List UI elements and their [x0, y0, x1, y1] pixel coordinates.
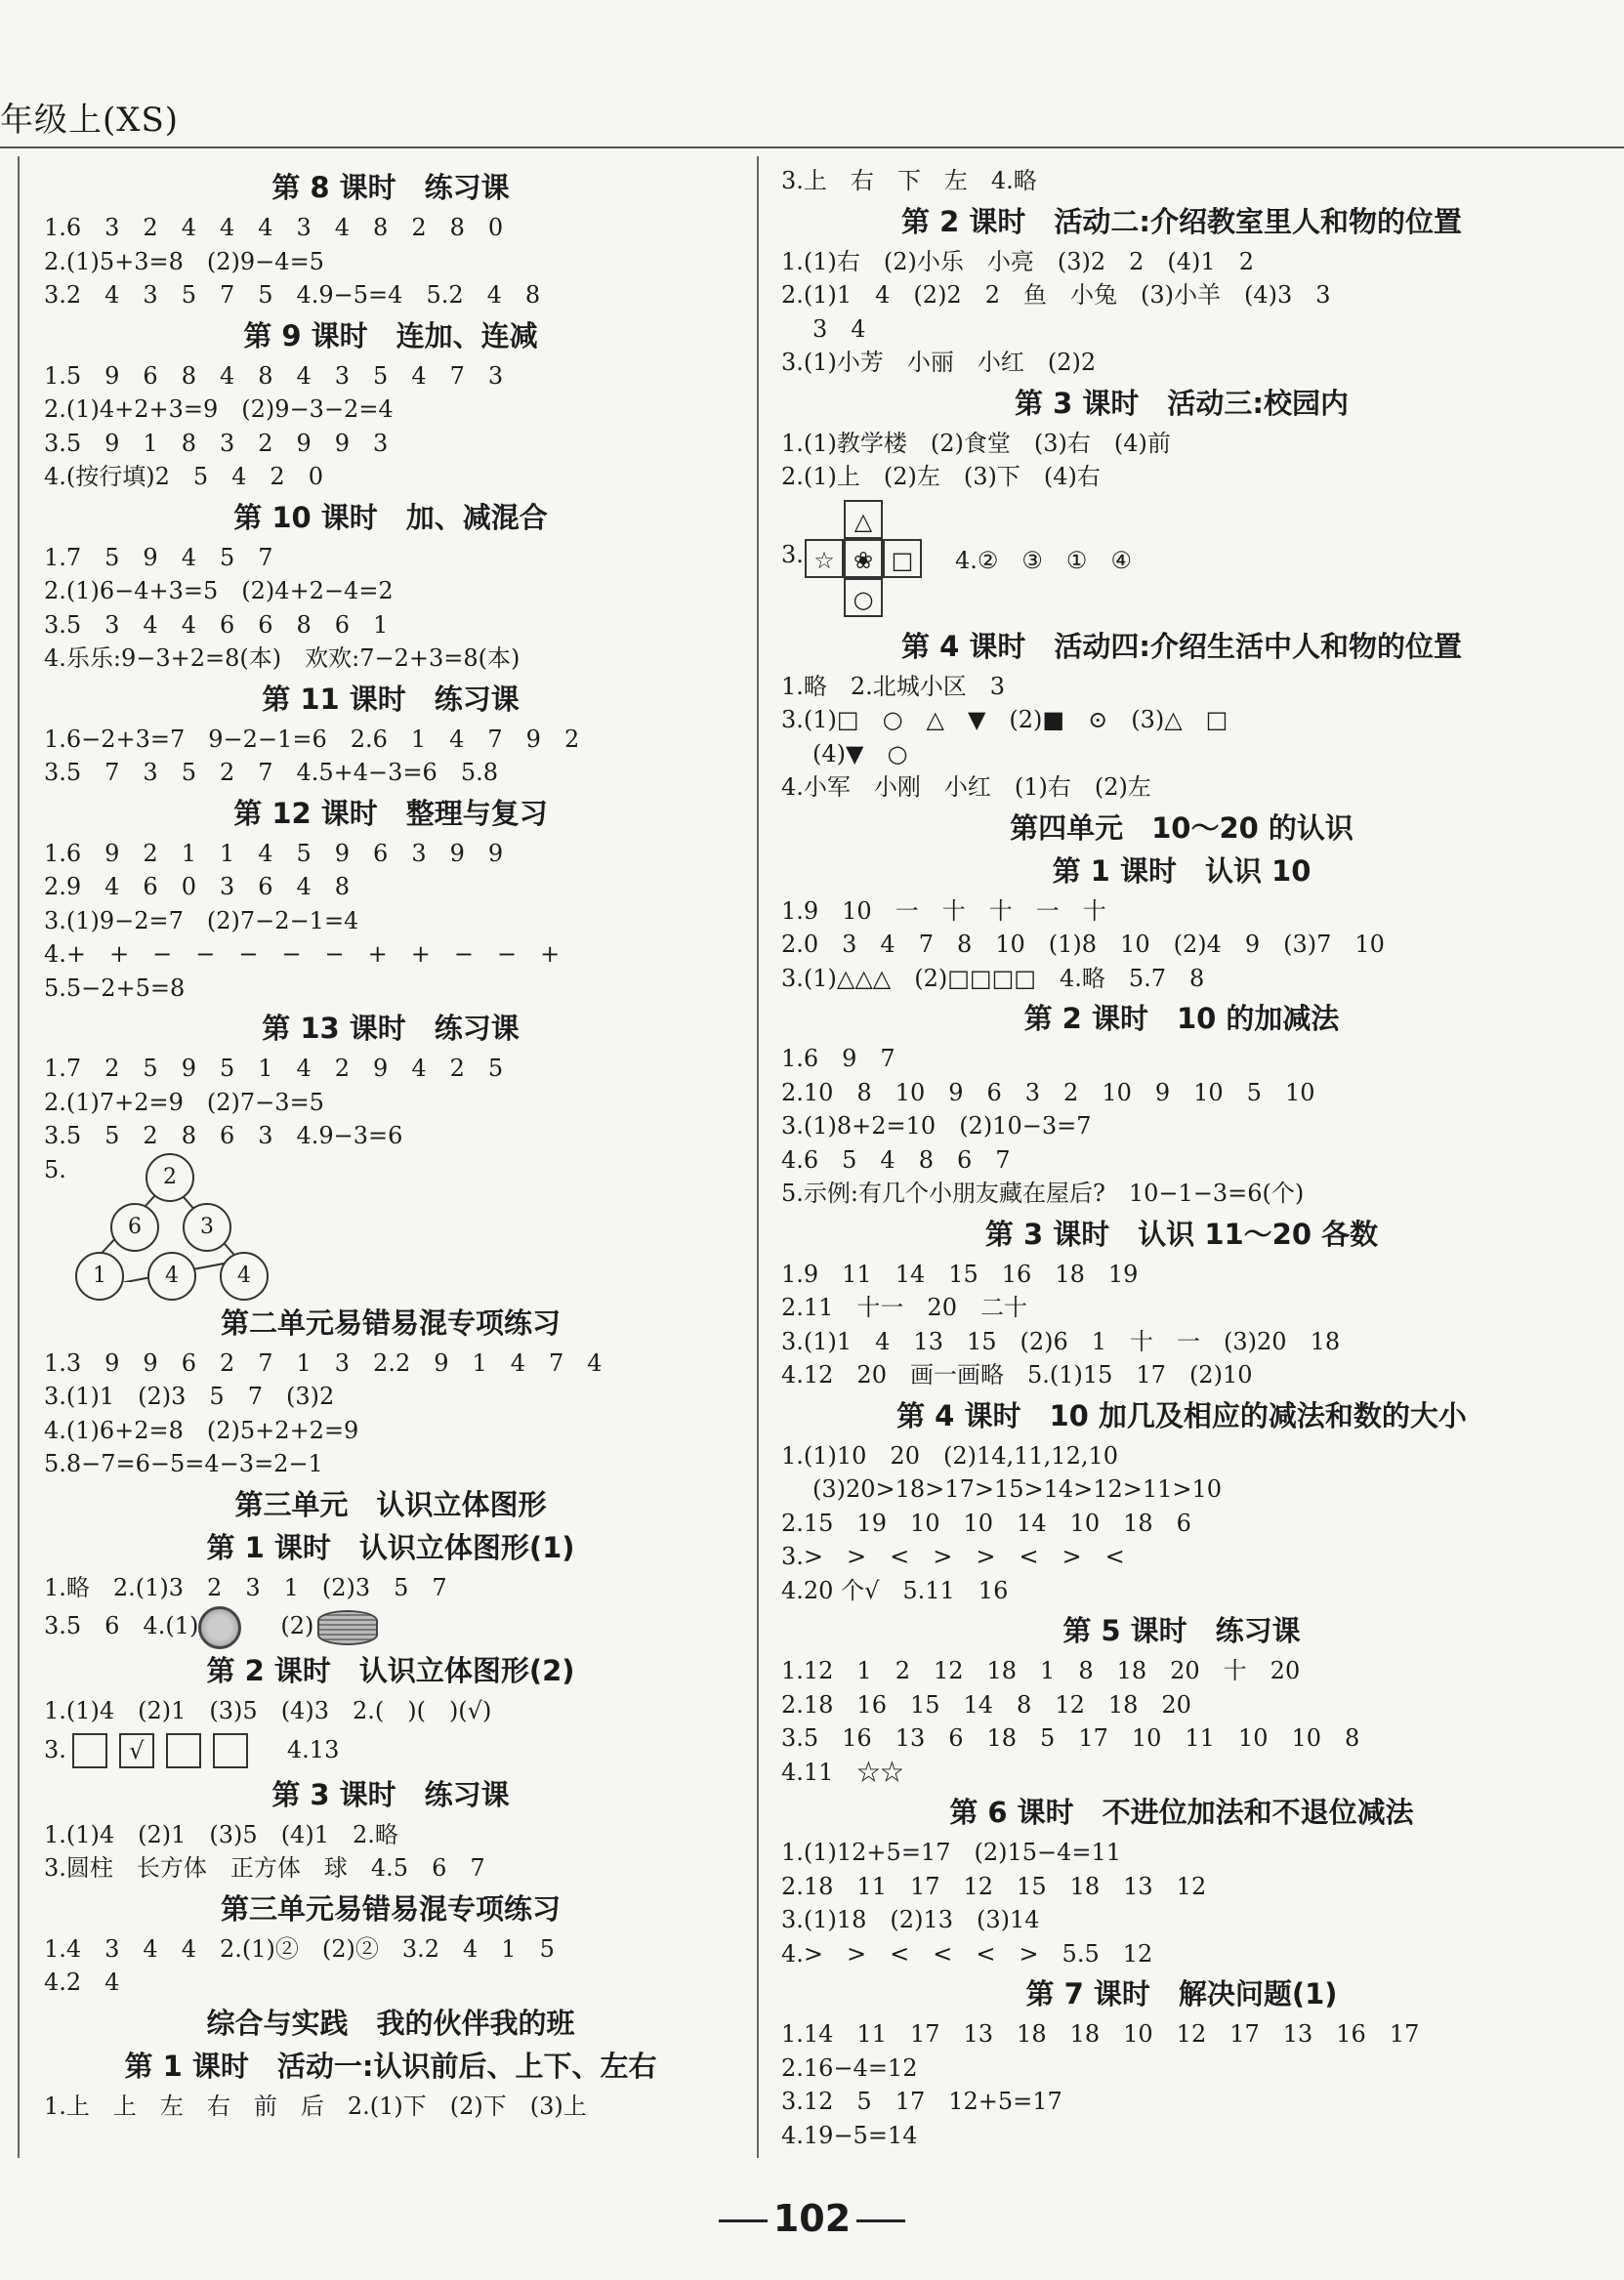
answer-line: 2.(1)5+3=8 (2)9−4=5: [44, 247, 324, 275]
answer-line: [44, 1728, 737, 1771]
answer-line: 4.小军 小刚 小红 (1)右 (2)左: [781, 773, 1151, 801]
section-heading: 第二单元易错易混专项练习: [220, 1306, 561, 1340]
section-heading: 第 8 课时 练习课: [271, 171, 510, 204]
answer-line: 1.(1)10 20 (2)14,11,12,10: [781, 1441, 1119, 1470]
section-heading: 第 5 课时 练习课: [1062, 1614, 1301, 1647]
number-circle: 4: [220, 1252, 269, 1301]
section-heading: 第 2 课时 10 的加减法: [1023, 1002, 1340, 1035]
answer-text: 4.② ③ ① ④: [955, 546, 1132, 574]
answer-line: 1.9 11 14 15 16 18 19: [781, 1260, 1139, 1288]
section-heading: 第 3 课时 活动三:校园内: [1015, 386, 1349, 420]
answer-line: 1.3 9 9 6 2 7 1 3 2.2 9 1 4 7 4: [44, 1348, 603, 1377]
answer-line: 4.> > < < < > 5.5 12: [781, 1939, 1153, 1968]
answer-line: 2.18 11 17 12 15 18 13 12: [781, 1872, 1207, 1900]
cube-face: ❀: [844, 539, 883, 578]
number-circle: 6: [110, 1203, 159, 1252]
section-heading: 第三单元 认识立体图形: [234, 1487, 547, 1521]
answer-box: √: [119, 1733, 154, 1768]
section-heading: 第 2 课时 认识立体图形(2): [206, 1654, 575, 1687]
section-heading: 第 2 课时 活动二:介绍教室里人和物的位置: [901, 204, 1462, 238]
answer-line: 1.6 9 2 1 1 4 5 9 6 3 9 9: [44, 839, 504, 867]
number-circle: 1: [75, 1252, 124, 1301]
section-heading: 第 4 课时 活动四:介绍生活中人和物的位置: [901, 629, 1462, 663]
cube-face: ○: [844, 578, 883, 617]
answer-line: 2.18 16 15 14 8 12 18 20: [781, 1690, 1191, 1719]
answer-line: 1.(1)4 (2)1 (3)5 (4)1 2.略: [44, 1820, 398, 1848]
answer-line: 2.10 8 10 9 6 3 2 10 9 10 5 10: [781, 1078, 1315, 1106]
question-label: 3.: [44, 1735, 66, 1763]
right-column: [781, 164, 1582, 2152]
answer-line: 2.15 19 10 10 14 10 18 6: [781, 1509, 1191, 1537]
answer-line: 4.乐乐:9−3+2=8(本) 欢欢:7−2+3=8(本): [44, 644, 521, 672]
number-circle: 4: [147, 1252, 196, 1301]
answer-line: 3.上 右 下 左 4.略: [781, 167, 1037, 194]
answer-box: [213, 1733, 248, 1768]
answer-line: 4.11 ☆☆: [781, 1758, 904, 1786]
answer-box: [166, 1733, 201, 1768]
section-heading: 第 11 课时 练习课: [262, 682, 520, 716]
section-heading: 第 3 课时 练习课: [271, 1777, 510, 1811]
answer-line: 1.5 9 6 8 4 8 4 3 5 4 7 3: [44, 361, 504, 390]
book-title: 年级上(XS): [0, 101, 180, 140]
left-column: [44, 164, 737, 2123]
section-heading: 第 6 课时 不进位加法和不退位减法: [949, 1796, 1414, 1829]
answer-line: 1.6−2+3=7 9−2−1=6 2.6 1 4 7 9 2: [44, 725, 580, 753]
answer-line: 4.(按行填)2 5 4 2 0: [44, 463, 323, 490]
answer-line: 1.12 1 2 12 18 1 8 18 20 十 20: [781, 1657, 1301, 1684]
answer-line: 4.+ + − − − − − + + − − +: [44, 940, 561, 968]
answer-line: 1.(1)右 (2)小乐 小亮 (3)2 2 (4)1 2: [781, 247, 1254, 275]
section-heading: 第 12 课时 整理与复习: [233, 796, 548, 830]
answer-line: 3.5 9 1 8 3 2 9 9 3: [44, 429, 389, 457]
answer-line: 3.> > < > > < > <: [781, 1543, 1125, 1570]
answer-line: 4.(1)6+2=8 (2)5+2+2=9: [44, 1416, 359, 1444]
question-label: 3.: [781, 540, 804, 568]
section-heading: 第 1 课时 认识立体图形(1): [206, 1530, 575, 1564]
answer-line: 2.9 4 6 0 3 6 4 8: [44, 873, 351, 900]
answer-line: 3.(1)△△△ (2)□□□□ 4.略 5.7 8: [781, 964, 1205, 992]
section-heading: 第 4 课时 10 加几及相应的减法和数的大小: [896, 1398, 1467, 1432]
answer-line: 1.7 2 5 9 5 1 4 2 9 4 2 5: [44, 1055, 504, 1082]
answer-line: 2.(1)6−4+3=5 (2)4+2−4=2: [44, 577, 394, 604]
answer-line: 4.2 4: [44, 1969, 120, 1996]
answer-text: (2): [280, 1612, 314, 1639]
header-rule: [0, 146, 1624, 148]
answer-line: 1.4 3 4 4 2.(1)② (2)② 3.2 4 1 5: [44, 1934, 555, 1963]
section-heading: 第 13 课时 练习课: [262, 1012, 520, 1045]
cube-face: ☆: [805, 539, 844, 578]
number-circle: 2: [146, 1153, 194, 1202]
answer-line: 2.(1)1 4 (2)2 2 鱼 小兔 (3)小羊 (4)3 3: [781, 281, 1331, 309]
answer-line: 1.9 10 一 十 十 一 十: [781, 896, 1106, 925]
answer-text: 4.13: [286, 1735, 340, 1763]
answer-line: 1.6 9 7: [781, 1045, 895, 1072]
cube-face: △: [844, 500, 883, 539]
cube-face: □: [883, 539, 922, 578]
answer-line: 2.11 十一 20 二十: [781, 1294, 1027, 1321]
answer-line: 4.20 个√ 5.11 16: [781, 1576, 1009, 1604]
section-heading: 第三单元易错易混专项练习: [220, 1891, 561, 1926]
triangle-figure: [44, 1153, 737, 1300]
answer-line: 4.19−5=14: [781, 2121, 918, 2149]
answer-box: [72, 1733, 107, 1768]
answer-line: 1.(1)4 (2)1 (3)5 (4)3 2.( )( )(√): [44, 1697, 492, 1724]
section-heading: 第 9 课时 连加、连减: [243, 318, 538, 352]
answer-line: 3.5 7 3 5 2 7 4.5+4−3=6 5.8: [44, 759, 498, 786]
answer-line: (3)20>18>17>15>14>12>11>10: [812, 1475, 1223, 1503]
answer-line: 3 4: [812, 314, 866, 343]
coin-icon: [198, 1606, 241, 1649]
number-circle: 3: [183, 1203, 231, 1252]
section-heading: 第 10 课时 加、减混合: [233, 500, 548, 534]
answer-line: [44, 1604, 737, 1647]
answer-line: 3.5 5 2 8 6 3 4.9−3=6: [44, 1122, 403, 1149]
answer-line: 4.6 5 4 8 6 7: [781, 1145, 1011, 1174]
answer-line: 2.(1)7+2=9 (2)7−3=5: [44, 1088, 324, 1116]
answer-line: (4)▼ ○: [812, 739, 908, 767]
answer-line: 3.(1)18 (2)13 (3)14: [781, 1906, 1040, 1933]
answer-line: 5.示例:有几个小朋友藏在屋后? 10−1−3=6(个): [781, 1180, 1305, 1207]
answer-line: 3.(1)8+2=10 (2)10−3=7: [781, 1112, 1092, 1140]
question-label: 5.: [44, 1155, 66, 1183]
cube-net-figure: [781, 494, 1582, 623]
section-heading: 第四单元 10～20 的认识: [1010, 810, 1353, 845]
answer-line: 3.(1)□ ○ △ ▼ (2)■ ⊙ (3)△ □: [781, 706, 1228, 733]
margin-rule: [18, 156, 20, 2158]
answer-line: 3.圆柱 长方体 正方体 球 4.5 6 7: [44, 1854, 485, 1882]
answer-line: 1.7 5 9 4 5 7: [44, 543, 273, 571]
answer-line: 2.(1)上 (2)左 (3)下 (4)右: [781, 463, 1101, 490]
answer-line: 3.(1)1 (2)3 5 7 (3)2: [44, 1383, 335, 1410]
section-heading: 第 7 课时 解决问题(1): [1025, 1977, 1338, 2011]
answer-line: 3.5 16 13 6 18 5 17 10 11 10 10 8: [781, 1724, 1360, 1752]
answer-line: 1.14 11 17 13 18 18 10 12 17 13 16 17: [781, 2020, 1420, 2048]
answer-line: 1.略 2.(1)3 2 3 1 (2)3 5 7: [44, 1573, 447, 1601]
column-divider: [757, 156, 759, 2158]
answer-line: 3.12 5 17 12+5=17: [781, 2088, 1062, 2115]
answer-line: 2.16−4=12: [781, 2053, 918, 2082]
answer-line: 1.(1)12+5=17 (2)15−4=11: [781, 1839, 1122, 1866]
answer-line: 3.2 4 3 5 7 5 4.9−5=4 5.2 4 8: [44, 281, 541, 309]
answer-line: 2.(1)4+2+3=9 (2)9−3−2=4: [44, 395, 394, 423]
cylinder-icon: [317, 1610, 378, 1645]
section-heading: 第 3 课时 认识 11～20 各数: [984, 1217, 1379, 1251]
answer-line: 3.5 3 4 4 6 6 8 6 1: [44, 610, 389, 639]
answer-line: 3.(1)1 4 13 15 (2)6 1 十 一 (3)20 18: [781, 1327, 1341, 1355]
answer-line: 5.5−2+5=8: [44, 974, 186, 1002]
answer-line: 4.12 20 画一画略 5.(1)15 17 (2)10: [781, 1361, 1253, 1389]
answer-line: 5.8−7=6−5=4−3=2−1: [44, 1450, 323, 1477]
answer-line: 2.0 3 4 7 8 10 (1)8 10 (2)4 9 (3)7 10: [781, 931, 1385, 958]
section-heading: 综合与实践 我的伙伴我的班: [206, 2006, 575, 2040]
answer-line: 3.(1)9−2=7 (2)7−2−1=4: [44, 906, 359, 934]
answer-line: 1.(1)教学楼 (2)食堂 (3)右 (4)前: [781, 429, 1171, 457]
page-number: [0, 2197, 1624, 2240]
answer-line: 1.上 上 左 右 前 后 2.(1)下 (2)下 (3)上: [44, 2092, 587, 2120]
answer-text: 3.5 6 4.(1): [44, 1612, 199, 1639]
section-heading: 第 1 课时 认识 10: [1052, 853, 1312, 888]
answer-line: 3.(1)小芳 小丽 小红 (2)2: [781, 349, 1097, 376]
answer-line: 1.6 3 2 4 4 4 3 4 8 2 8 0: [44, 214, 504, 241]
page-number-text: 102: [772, 2197, 852, 2240]
answer-line: 1.略 2.北城小区 3: [781, 672, 1006, 700]
section-heading: 第 1 课时 活动一:认识前后、上下、左右: [124, 2049, 657, 2083]
